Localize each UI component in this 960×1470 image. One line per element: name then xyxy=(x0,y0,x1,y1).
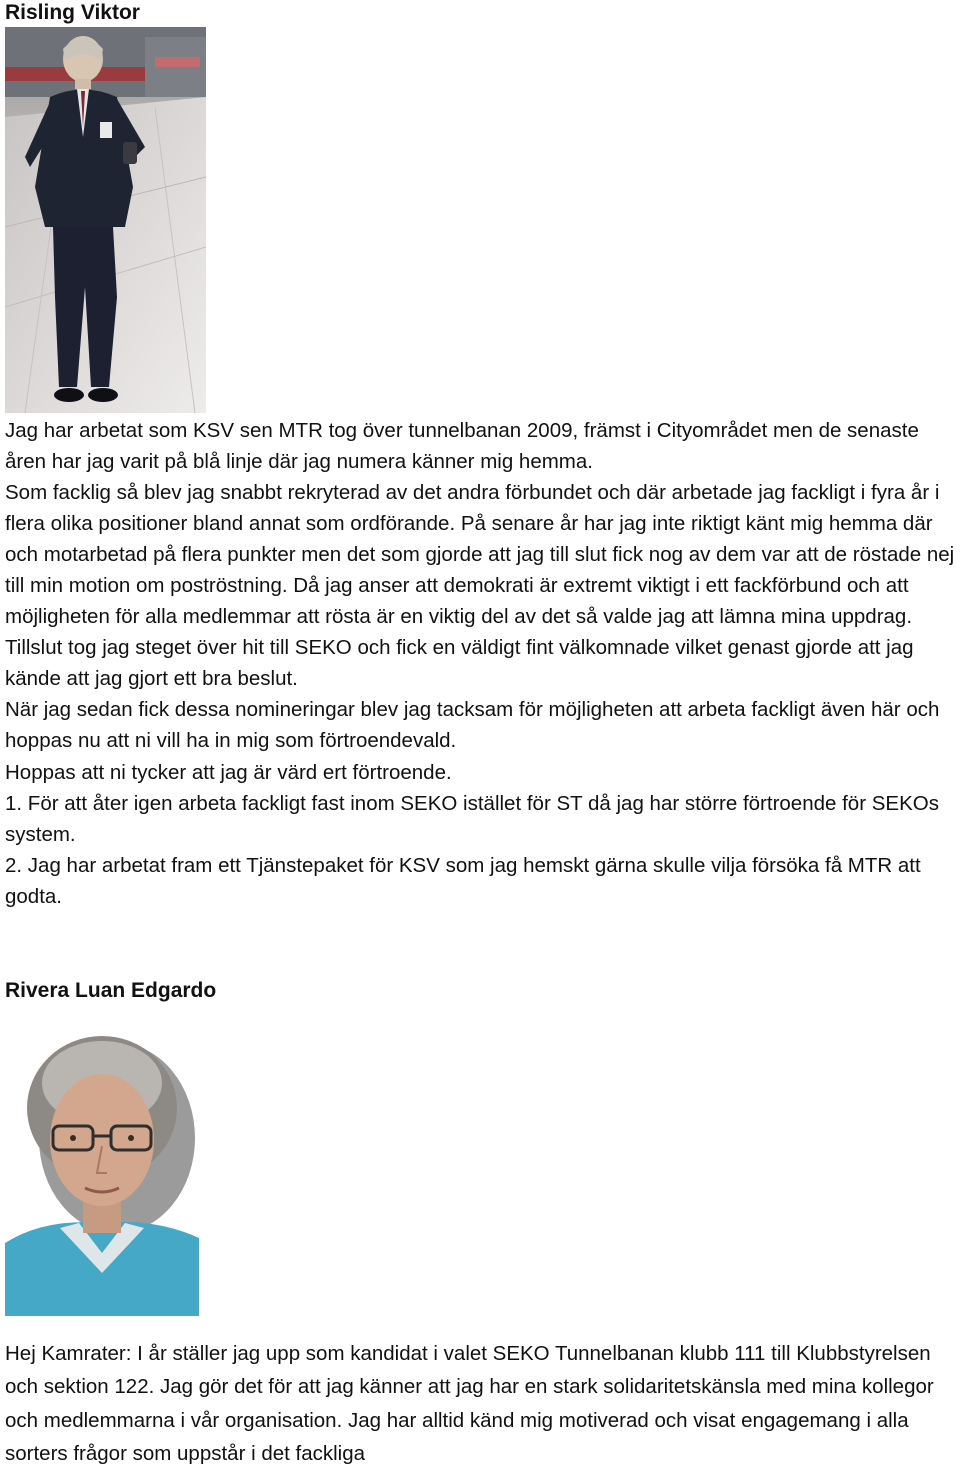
person-photo-standing xyxy=(5,27,206,413)
statement-paragraph: När jag sedan fick dessa nomineringar blev jag tacksam för möjligheten att arbeta fackligt även här och hoppas nu att ni vill ha in mig som förtroendevald. xyxy=(5,698,940,753)
person-photo-portrait xyxy=(5,1028,199,1316)
statement-paragraph: Tillslut tog jag steget över hit till SEKO och fick en väldigt fint välkomnade vilket genast gjorde att jag kände att jag gjort ett bra beslut. xyxy=(5,636,914,691)
candidate-statement xyxy=(5,1337,955,1470)
candidate-statement xyxy=(5,415,955,912)
candidate-name: Risling Viktor xyxy=(5,1,140,24)
candidate-name: Rivera Luan Edgardo xyxy=(5,979,217,1002)
statement-paragraph: Som facklig så blev jag snabbt rekryterad av det andra förbundet och där arbetade jag fackligt i fyra år i flera olika positioner bland annat som ordförande. På senare år har jag inte riktigt känt mig hemma där och motarbetad på flera punkter men det som gjorde att jag till slut fick nog av dem var att de röstade nej till min motion om poströstning. Då jag anser att demokrati är extremt viktigt i ett fackförbund och att möjligheten för alla medlemmar att rösta är en viktig del av det så valde jag att lämna mina uppdrag. xyxy=(5,481,955,629)
statement-paragraph: Hej Kamrater: I år ställer jag upp som kandidat i valet SEKO Tunnelbanan klubb 111 till Klubbstyrelsen och sektion 122. Jag gör det för att jag känner att jag har en stark solidaritetskänsla med mina kollegor och medlemmarna i vår organisation. Jag har alltid känd mig motiverad och visat engagemang i alla sorters frågor som uppstår i det fackliga xyxy=(5,1342,934,1465)
statement-paragraph: 2. Jag har arbetat fram ett Tjänstepaket för KSV som jag hemskt gärna skulle vilja försöka få MTR att godta. xyxy=(5,853,921,908)
statement-paragraph: Jag har arbetat som KSV sen MTR tog över tunnelbanan 2009, främst i Cityområdet men de senaste åren har jag varit på blå linje där jag numera känner mig hemma. xyxy=(5,419,919,474)
statement-paragraph: 1. För att åter igen arbeta fackligt fast inom SEKO istället för ST då jag har större förtroende för SEKOs system. xyxy=(5,791,939,846)
statement-paragraph: Hoppas att ni tycker att jag är värd ert förtroende. xyxy=(5,760,452,784)
